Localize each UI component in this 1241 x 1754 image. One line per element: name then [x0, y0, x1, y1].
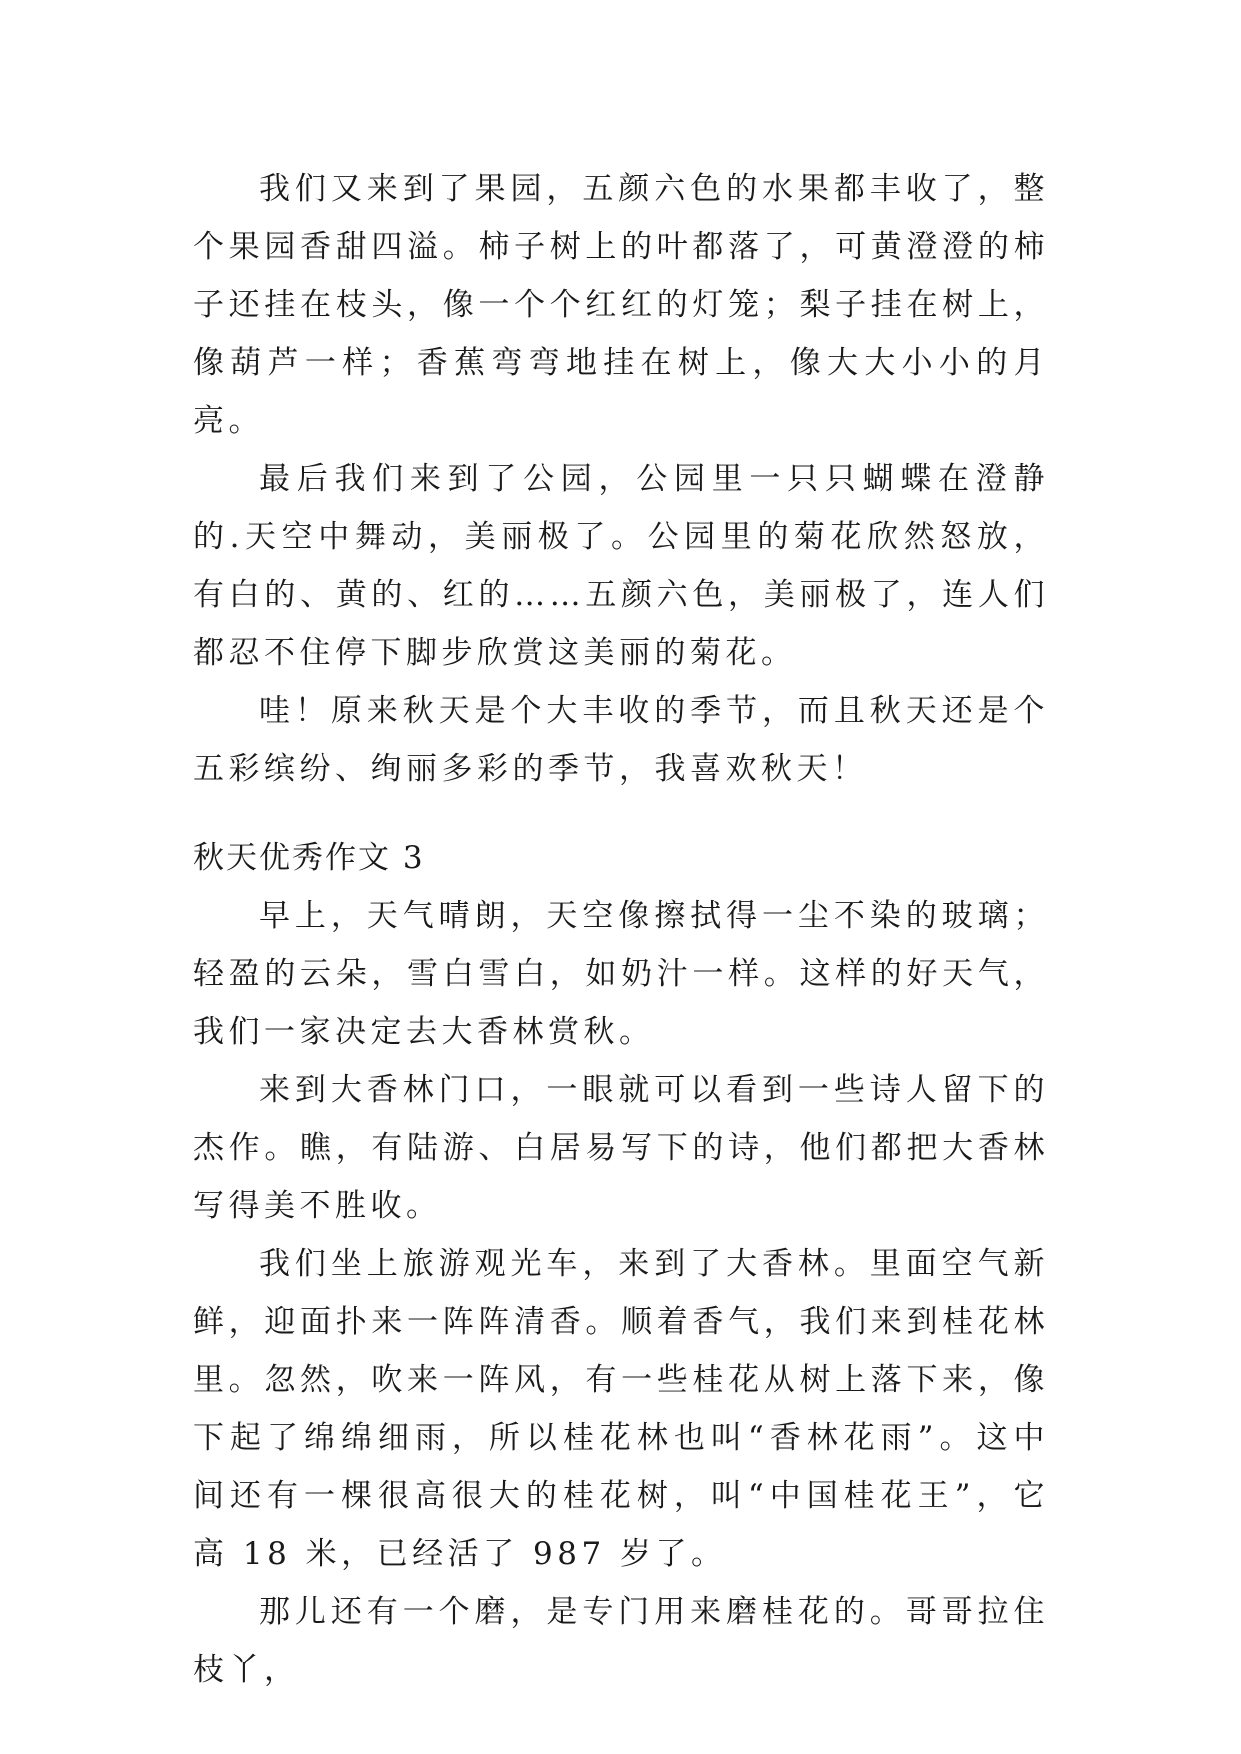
paragraph-osmanthus-grove: 我们坐上旅游观光车，来到了大香林。里面空气新鲜，迎面扑来一阵阵清香。顺着香气，我们来到桂花林里。忽然，吹来一阵风，有一些桂花从树上落下来，像下起了绵绵细雨，所以桂花林也叫“香林花雨”。这中间还有一棵很高很大的桂花树，叫“中国桂花王”，它高 18 米，已经活了 987 岁了。 [193, 1246, 1049, 1572]
paragraph-entrance: 来到大香林门口，一眼就可以看到一些诗人留下的杰作。瞧，有陆游、白居易写下的诗，他们都把大香林写得美不胜收。 [193, 1072, 1049, 1224]
document-body [193, 160, 1049, 1699]
section-title: 秋天优秀作文 3 [193, 840, 425, 876]
paragraph-orchard: 我们又来到了果园，五颜六色的水果都丰收了，整个果园香甜四溢。柿子树上的叶都落了，可黄澄澄的柿子还挂在枝头，像一个个红红的灯笼；梨子挂在树上，像葫芦一样；香蕉弯弯地挂在树上，像大大小小的月亮。 [193, 171, 1049, 439]
paragraph-park: 最后我们来到了公园，公园里一只只蝴蝶在澄静的.天空中舞动，美丽极了。公园里的菊花欣然怒放，有白的、黄的、红的……五颜六色，美丽极了，连人们都忍不住停下脚步欣赏这美丽的菊花。 [193, 461, 1049, 671]
paragraph-mill: 那儿还有一个磨，是专门用来磨桂花的。哥哥拉住枝丫， [193, 1594, 1049, 1688]
paragraph-morning: 早上，天气晴朗，天空像擦拭得一尘不染的玻璃；轻盈的云朵，雪白雪白，如奶汁一样。这样的好天气，我们一家决定去大香林赏秋。 [193, 898, 1049, 1050]
paragraph-conclusion: 哇！原来秋天是个大丰收的季节，而且秋天还是个五彩缤纷、绚丽多彩的季节，我喜欢秋天！ [193, 693, 1049, 787]
